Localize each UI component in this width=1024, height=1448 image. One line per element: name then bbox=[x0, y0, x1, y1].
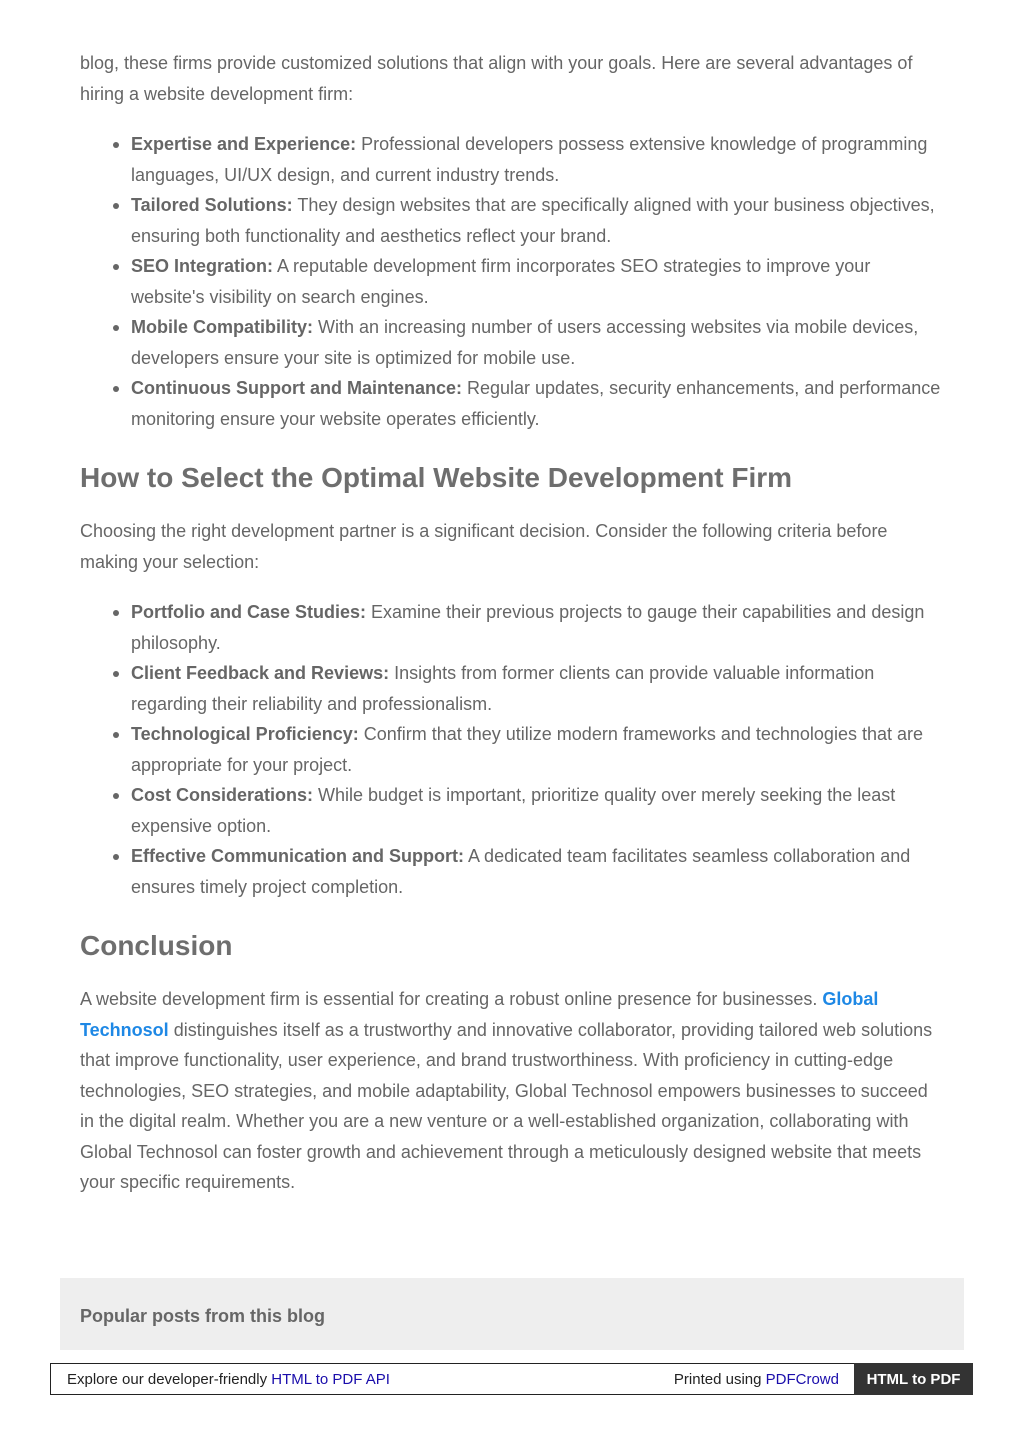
list-item-text: Regular updates, security enhancements, and performance monitoring ensure your website operates efficiently. bbox=[131, 378, 941, 429]
list-item-title: Mobile Compatibility: bbox=[131, 317, 313, 337]
footer-left-text: Explore our developer-friendly bbox=[67, 1371, 272, 1388]
advantages-list bbox=[80, 129, 946, 434]
conclusion-text-end: distinguishes itself as a trustworthy and innovative collaborator, providing tailored web solutions that improve functionality, user experience, and brand trustworthiness. With proficiency in cutting-edge technologies, SEO strategies, and mobile adaptability, Global Technosol empowers businesses to succeed in the digital realm. Whether you are a new venture or a well-established organization, collaborating with Global Technosol can foster growth and achievement through a meticulously designed website that meets your specific requirements. bbox=[80, 1019, 933, 1192]
list-item-text: A dedicated team facilitates seamless collaboration and ensures timely project completion. bbox=[131, 846, 911, 897]
list-item-title: Expertise and Experience: bbox=[131, 134, 357, 154]
list-item bbox=[131, 251, 946, 312]
list-item-text: Insights from former clients can provide valuable information regarding their reliability and professionalism. bbox=[131, 663, 875, 714]
select-heading: How to Select the Optimal Website Development Firm bbox=[80, 462, 793, 493]
list-item-text: Examine their previous projects to gauge their capabilities and design philosophy. bbox=[131, 602, 925, 653]
select-paragraph: Choosing the right development partner is a significant decision. Consider the following criteria before making your selection: bbox=[80, 521, 888, 572]
global-technosol-link[interactable]: Global Technosol bbox=[80, 989, 879, 1040]
list-item-title: Technological Proficiency: bbox=[131, 724, 359, 744]
intro-paragraph: blog, these firms provide customized solutions that align with your goals. Here are several advantages of hiring a website development firm: bbox=[80, 53, 913, 104]
list-item bbox=[131, 658, 946, 719]
list-item-text: While budget is important, prioritize quality over merely seeking the least expensive option. bbox=[131, 785, 896, 836]
pdfcrowd-link[interactable]: PDFCrowd bbox=[765, 1371, 839, 1388]
list-item bbox=[131, 373, 946, 434]
pdfcrowd-footer bbox=[50, 1363, 973, 1395]
conclusion-text-start: A website development firm is essential for creating a robust online presence for businesses. bbox=[80, 989, 823, 1009]
list-item bbox=[131, 841, 946, 902]
list-item-text: Professional developers possess extensive knowledge of programming languages, UI/UX design, and current industry trends. bbox=[131, 134, 928, 185]
popular-posts-title: Popular posts from this blog bbox=[80, 1306, 326, 1326]
list-item bbox=[131, 129, 946, 190]
list-item bbox=[131, 719, 946, 780]
list-item-title: SEO Integration: bbox=[131, 256, 274, 276]
list-item-text: A reputable development firm incorporates SEO strategies to improve your website's visibility on search engines. bbox=[131, 256, 871, 307]
list-item-text: Confirm that they utilize modern frameworks and technologies that are appropriate for your project. bbox=[131, 724, 923, 775]
html-to-pdf-button[interactable]: HTML to PDF bbox=[854, 1363, 973, 1395]
list-item-title: Effective Communication and Support: bbox=[131, 846, 465, 866]
list-item-title: Cost Considerations: bbox=[131, 785, 314, 805]
article-body bbox=[80, 48, 946, 1198]
conclusion-paragraph bbox=[80, 984, 946, 1198]
list-item bbox=[131, 780, 946, 841]
list-item bbox=[131, 190, 946, 251]
list-item-title: Continuous Support and Maintenance: bbox=[131, 378, 462, 398]
list-item bbox=[131, 312, 946, 373]
list-item-text: They design websites that are specifically aligned with your business objectives, ensuring both functionality and aesthetics reflect your brand. bbox=[131, 195, 935, 246]
list-item-text: With an increasing number of users accessing websites via mobile devices, developers ensure your site is optimized for mobile use. bbox=[131, 317, 919, 368]
list-item-title: Tailored Solutions: bbox=[131, 195, 293, 215]
criteria-list bbox=[80, 597, 946, 902]
popular-posts-section bbox=[60, 1278, 964, 1350]
footer-left bbox=[67, 1371, 390, 1388]
footer-right bbox=[674, 1371, 839, 1388]
list-item-title: Portfolio and Case Studies: bbox=[131, 602, 367, 622]
list-item bbox=[131, 597, 946, 658]
footer-right-text: Printed using bbox=[673, 1371, 766, 1388]
conclusion-heading: Conclusion bbox=[80, 930, 233, 961]
list-item-title: Client Feedback and Reviews: bbox=[131, 663, 390, 683]
html-to-pdf-api-link[interactable]: HTML to PDF API bbox=[271, 1371, 390, 1388]
